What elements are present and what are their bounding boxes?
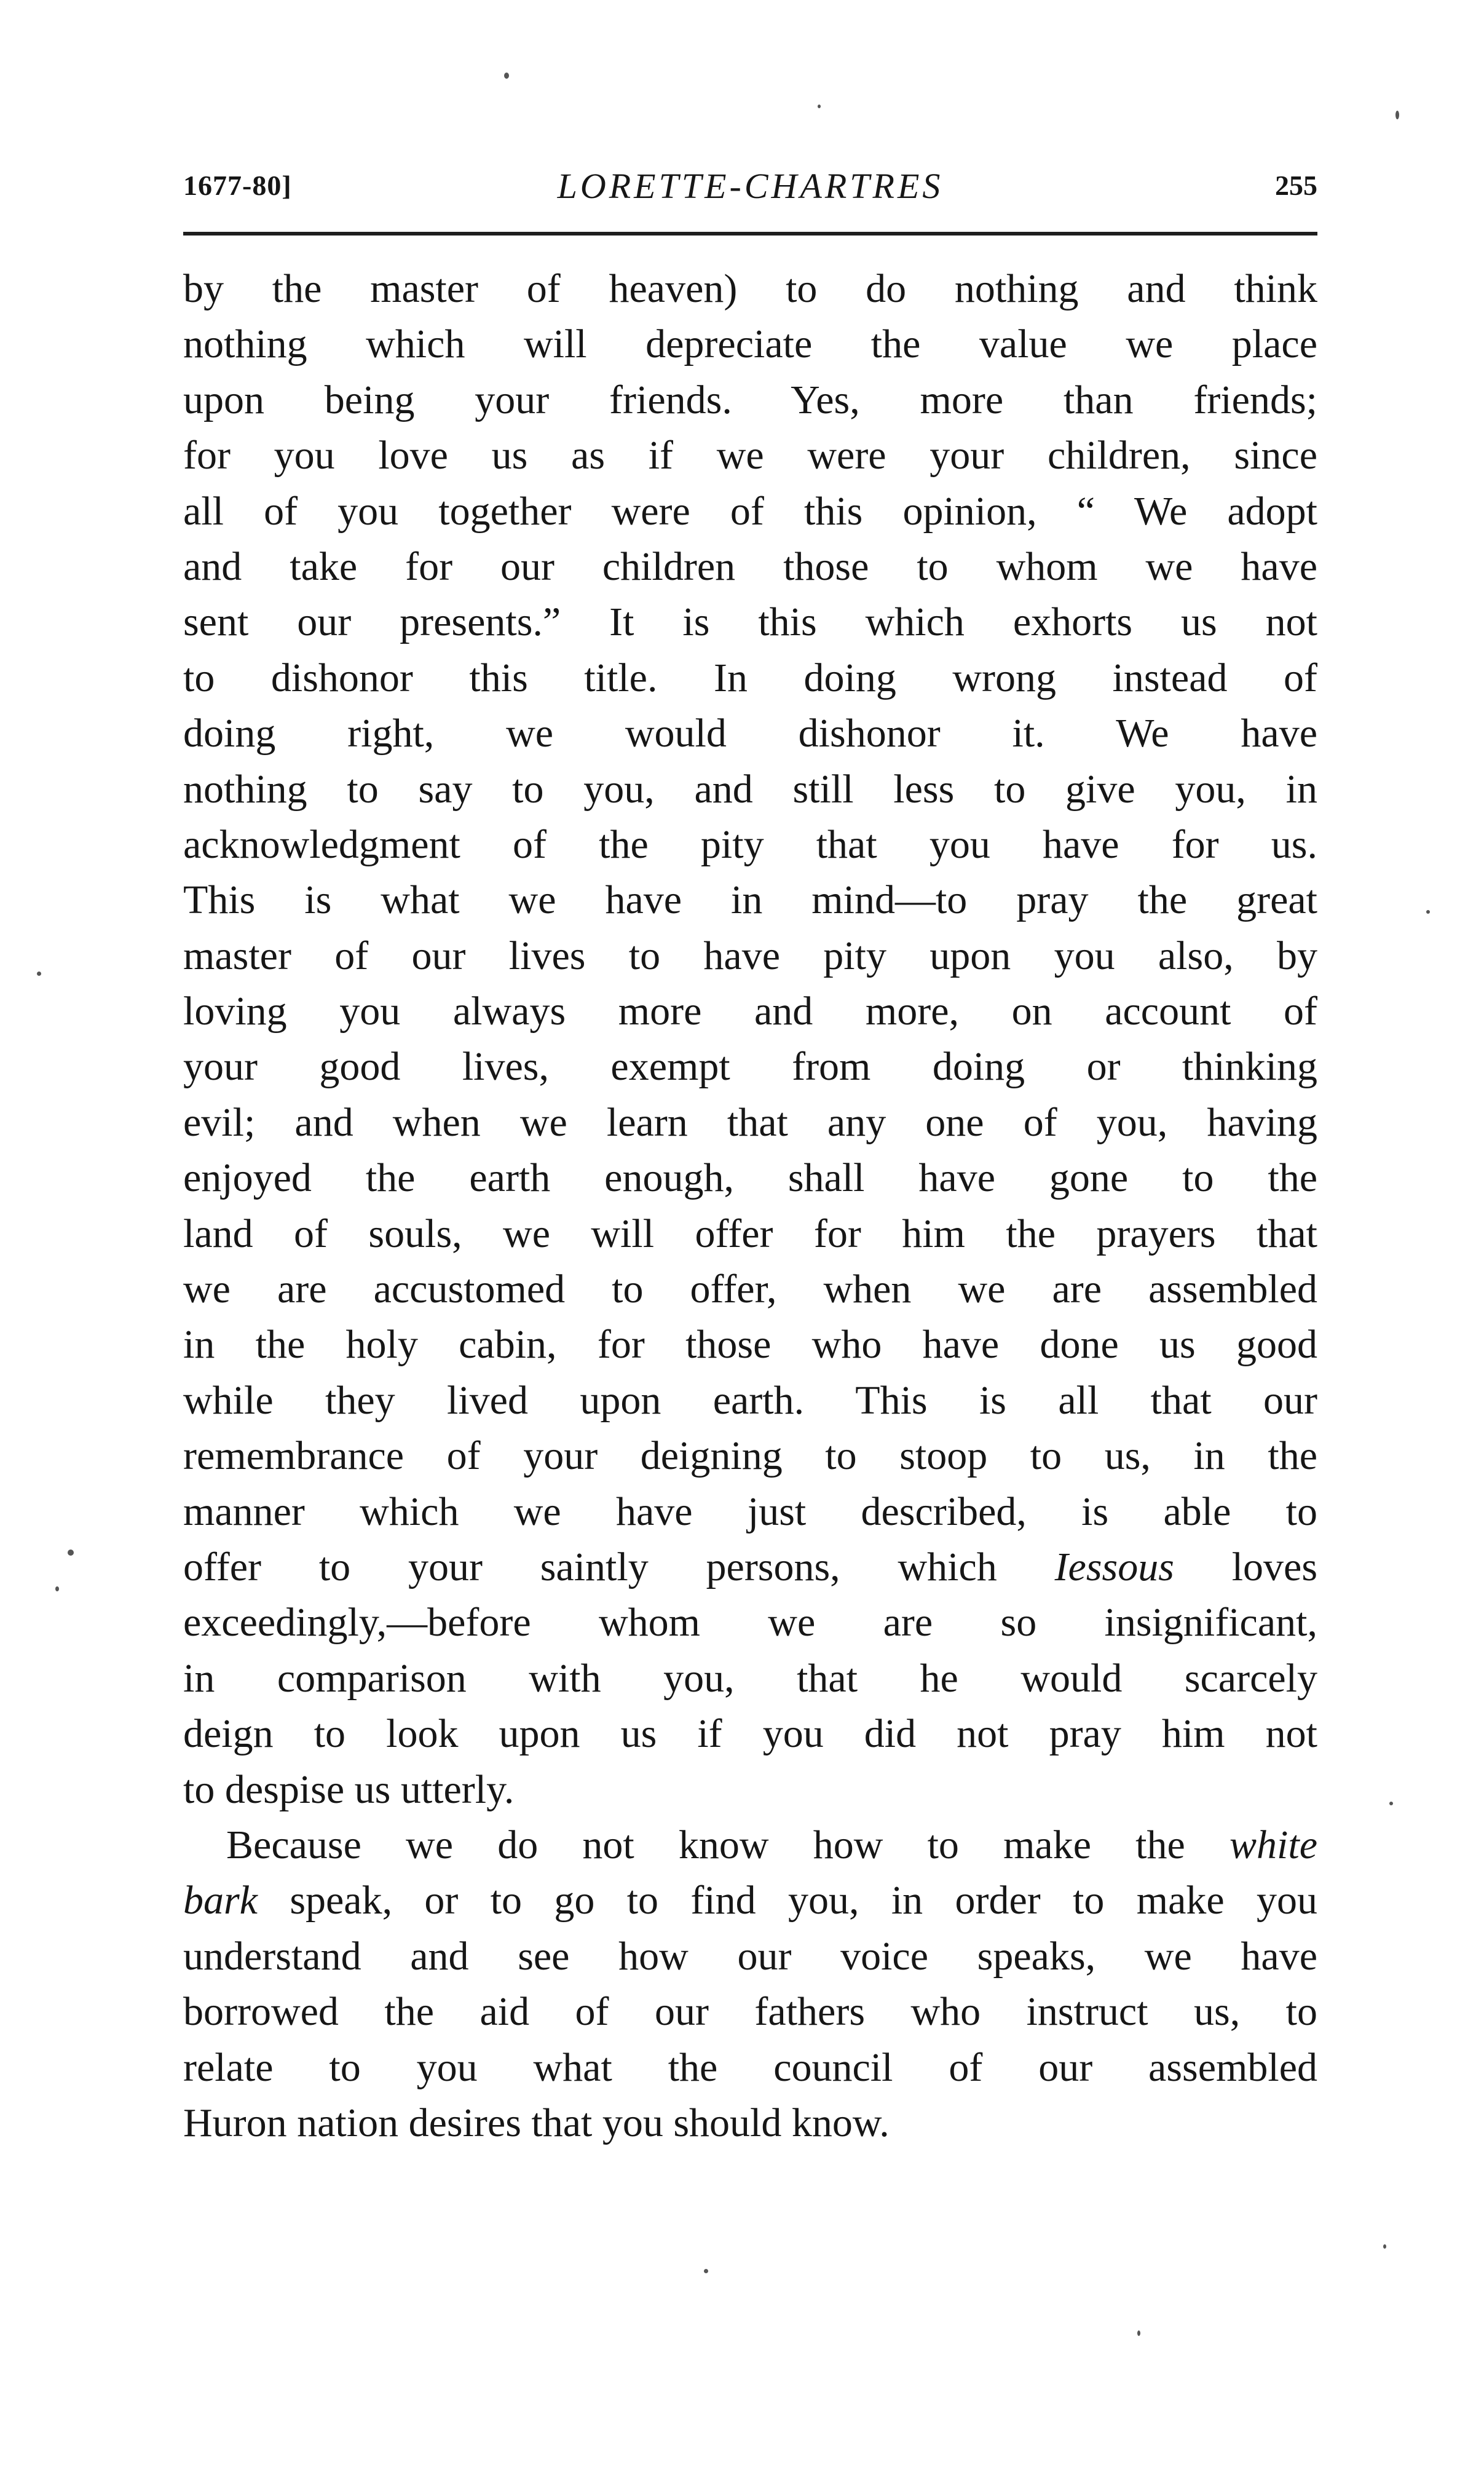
print-speck bbox=[1137, 2330, 1140, 2336]
print-speck bbox=[55, 1586, 59, 1591]
italic-term-bark: bark bbox=[183, 1878, 258, 1923]
text-line: deign to look upon us if you did not pray him not bbox=[183, 1711, 1317, 1757]
text-line: doing right, we would dishonor it. We have bbox=[183, 711, 1317, 756]
text-line-mixed bbox=[183, 1818, 1317, 1873]
text-line: all of you together were of this opinion, “ We adopt bbox=[183, 488, 1317, 534]
text-line: loving you always more and more, on account of bbox=[183, 989, 1317, 1034]
italic-term-white: white bbox=[1229, 1822, 1317, 1867]
running-head-dates: 1677-80] bbox=[183, 170, 292, 201]
book-page bbox=[183, 0, 1317, 2470]
page-number: 255 bbox=[1275, 170, 1317, 201]
text-line: Huron nation desires that you should know. bbox=[183, 2100, 890, 2145]
print-speck bbox=[1395, 111, 1399, 119]
text-line: we are accustomed to offer, when we are assembled bbox=[183, 1267, 1317, 1312]
text-line: acknowledgment of the pity that you have for us. bbox=[183, 821, 1317, 867]
text-run: offer to your saintly persons, which bbox=[183, 1544, 997, 1589]
print-speck bbox=[68, 1550, 74, 1556]
text-run: loves bbox=[1231, 1544, 1318, 1589]
print-speck bbox=[704, 2269, 708, 2273]
header-rule bbox=[183, 232, 1317, 236]
text-line: to dishonor this title. In doing wrong instead of bbox=[183, 655, 1317, 700]
text-line: sent our presents.” It is this which exhorts us not bbox=[183, 600, 1317, 645]
print-speck bbox=[1389, 1802, 1393, 1805]
text-line: and take for our children those to whom we have bbox=[183, 544, 1317, 589]
text-line: nothing which will depreciate the value we place bbox=[183, 322, 1317, 367]
text-line: in comparison with you, that he would scarcely bbox=[183, 1655, 1317, 1701]
text-line-mixed bbox=[183, 1873, 1317, 1928]
text-line: exceedingly,—before whom we are so insignificant, bbox=[183, 1600, 1317, 1645]
text-line: while they lived upon earth. This is all that our bbox=[183, 1377, 1317, 1423]
text-line: This is what we have in mind—to pray the great bbox=[183, 877, 1317, 923]
italic-term-iessous: Iessous bbox=[1054, 1544, 1174, 1589]
text-line: upon being your friends. Yes, more than friends; bbox=[183, 377, 1317, 422]
text-line: land of souls, we will offer for him the prayers that bbox=[183, 1211, 1317, 1256]
text-line: in the holy cabin, for those who have done us good bbox=[183, 1322, 1317, 1368]
text-line: remembrance of your deigning to stoop to us, in the bbox=[183, 1433, 1317, 1479]
print-speck bbox=[1426, 910, 1430, 914]
text-line: master of our lives to have pity upon you also, by bbox=[183, 933, 1317, 978]
text-line: for you love us as if we were your children, since bbox=[183, 433, 1317, 478]
running-head-title: LORETTE-CHARTRES bbox=[557, 166, 944, 206]
print-speck bbox=[1383, 2244, 1386, 2249]
text-line: to despise us utterly. bbox=[183, 1767, 515, 1812]
text-line: your good lives, exempt from doing or thinking bbox=[183, 1044, 1317, 1090]
text-run: Because we do not know how to make the bbox=[226, 1822, 1185, 1867]
text-line: evil; and when we learn that any one of you, having bbox=[183, 1099, 1317, 1145]
text-line: manner which we have just described, is able to bbox=[183, 1489, 1317, 1534]
text-line-mixed bbox=[183, 1540, 1317, 1595]
print-speck bbox=[504, 73, 509, 79]
print-speck bbox=[818, 105, 821, 108]
body-text bbox=[183, 261, 1317, 2151]
text-line: by the master of heaven) to do nothing and think bbox=[183, 266, 1317, 311]
text-run: speak, or to go to find you, in order to make you bbox=[290, 1878, 1317, 1923]
text-line: borrowed the aid of our fathers who instruct us, to bbox=[183, 1989, 1317, 2035]
text-line: understand and see how our voice speaks, we have bbox=[183, 1933, 1317, 1979]
running-head bbox=[183, 163, 1317, 212]
text-line: nothing to say to you, and still less to give you, in bbox=[183, 766, 1317, 812]
print-speck bbox=[37, 972, 41, 976]
text-line: relate to you what the council of our assembled bbox=[183, 2044, 1317, 2090]
text-line: enjoyed the earth enough, shall have gone to the bbox=[183, 1155, 1317, 1201]
